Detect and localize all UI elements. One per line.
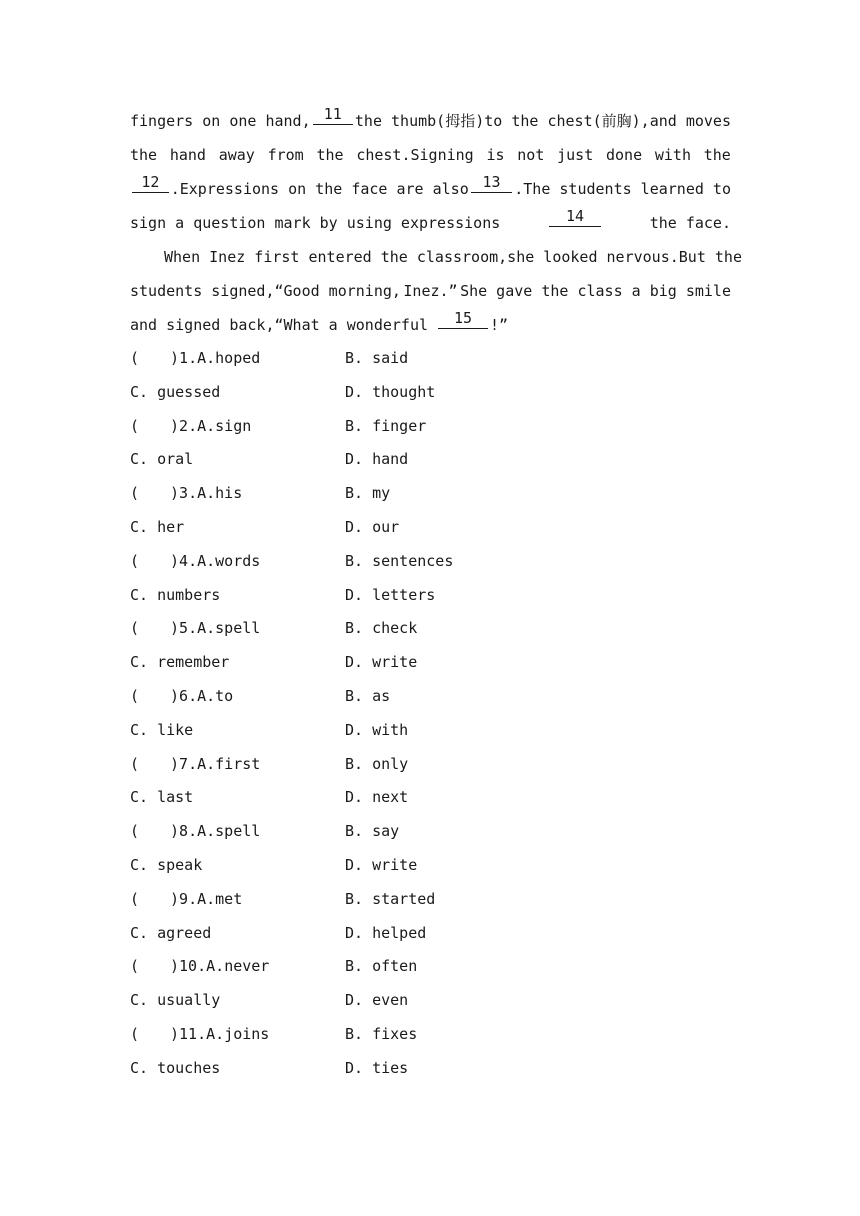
option-a[interactable]: to <box>215 686 234 705</box>
option-letter: B. <box>345 822 364 841</box>
option-letter: C. <box>130 788 149 807</box>
question-row <box>130 578 730 612</box>
text: and signed back,“What a wonderful <box>130 316 429 334</box>
option-d[interactable]: thought <box>372 382 436 401</box>
option-d-cell <box>345 916 426 950</box>
option-letter: A. <box>197 686 216 705</box>
option-c[interactable]: guessed <box>157 382 221 401</box>
blank-13: 13 <box>471 172 513 193</box>
question-stem: ( )8.A.spell <box>130 814 260 848</box>
question-row <box>130 747 730 781</box>
option-d-cell <box>345 645 417 679</box>
paren-close: ) <box>170 1024 180 1043</box>
answer-blank[interactable]: ( <box>130 957 140 976</box>
option-d-cell <box>345 848 417 882</box>
option-letter: A. <box>197 619 216 638</box>
text: .The students learned to <box>514 180 731 198</box>
question-row <box>130 882 730 916</box>
option-a[interactable]: spell <box>215 619 261 638</box>
option-letter: C. <box>130 1058 149 1077</box>
option-a[interactable]: never <box>224 957 270 976</box>
question-row <box>130 611 730 645</box>
option-letter: B. <box>345 686 364 705</box>
answer-blank[interactable]: ( <box>130 889 140 908</box>
blank-12: 12 <box>132 172 169 193</box>
option-letter: D. <box>345 585 364 604</box>
question-number: 11 <box>179 1024 198 1043</box>
word: the <box>130 146 158 164</box>
option-c-cell <box>130 510 184 544</box>
option-a[interactable]: met <box>215 889 243 908</box>
option-b-cell <box>345 409 426 443</box>
option-c[interactable]: numbers <box>157 585 221 604</box>
option-c-cell <box>130 375 220 409</box>
option-d-cell <box>345 713 408 747</box>
question-stem: ( )3.A.his <box>130 476 242 510</box>
answer-blank[interactable]: ( <box>130 686 140 705</box>
question-row <box>130 1051 730 1085</box>
option-letter: A. <box>197 349 216 367</box>
blank-11: 11 <box>313 104 353 125</box>
question-row <box>130 544 730 578</box>
option-letter: B. <box>345 551 364 570</box>
answer-blank[interactable]: ( <box>130 619 140 638</box>
question-stem: ( )4.A.words <box>130 544 260 578</box>
option-d-cell <box>345 1051 408 1085</box>
option-d[interactable]: hand <box>372 450 409 469</box>
option-d[interactable]: with <box>372 720 409 739</box>
option-letter: B. <box>345 1024 364 1043</box>
answer-blank[interactable]: ( <box>130 349 140 367</box>
question-row <box>130 1017 730 1051</box>
option-a[interactable]: words <box>215 551 261 570</box>
passage-line <box>130 240 742 274</box>
question-number: 10 <box>179 957 198 976</box>
option-b[interactable]: sentences <box>372 551 454 570</box>
word: from <box>267 146 304 164</box>
question-row <box>130 983 730 1017</box>
option-d[interactable]: write <box>372 855 418 874</box>
paren-close: ) <box>170 957 180 976</box>
option-b[interactable]: check <box>372 619 418 638</box>
question-row <box>130 916 730 950</box>
options-list <box>130 341 730 1085</box>
option-letter: C. <box>130 450 149 469</box>
paren-close: ) <box>170 416 180 435</box>
option-letter: D. <box>345 450 364 469</box>
option-d-cell <box>345 983 408 1017</box>
option-b-cell <box>345 341 408 375</box>
word: with <box>654 146 691 164</box>
option-b[interactable]: my <box>372 484 391 503</box>
paren-close: ) <box>170 349 180 367</box>
text: .Expressions on the face are also <box>170 180 469 198</box>
question-row <box>130 848 730 882</box>
word: away <box>218 146 255 164</box>
question-number: 4 <box>179 551 189 570</box>
option-letter: C. <box>130 517 149 536</box>
paren-close: ) <box>170 484 180 503</box>
option-letter: B. <box>345 416 364 435</box>
option-letter: A. <box>206 1024 225 1043</box>
option-c-cell <box>130 713 193 747</box>
option-letter: A. <box>206 957 225 976</box>
option-letter: C. <box>130 923 149 942</box>
option-letter: D. <box>345 991 364 1010</box>
paren-close: ) <box>170 551 180 570</box>
answer-blank[interactable]: ( <box>130 551 140 570</box>
paren-close: ) <box>170 822 180 841</box>
passage-line <box>130 274 731 308</box>
question-stem: ( )7.A.first <box>130 747 260 781</box>
question-stem: ( )6.A.to <box>130 679 233 713</box>
question-row <box>130 780 730 814</box>
option-b-cell <box>345 611 417 645</box>
word: the <box>316 146 344 164</box>
paren-close: ) <box>170 686 180 705</box>
option-d[interactable]: letters <box>372 585 436 604</box>
option-c[interactable]: usually <box>157 991 221 1010</box>
option-letter: B. <box>345 754 364 773</box>
option-letter: C. <box>130 720 149 739</box>
question-row <box>130 341 730 375</box>
text: !” <box>490 316 509 334</box>
option-c[interactable]: oral <box>157 450 194 469</box>
option-c[interactable]: last <box>157 788 194 807</box>
option-d[interactable]: write <box>372 653 418 672</box>
option-a[interactable]: sign <box>215 416 252 435</box>
option-a[interactable]: hoped <box>215 349 261 367</box>
option-letter: D. <box>345 720 364 739</box>
option-c[interactable]: her <box>157 517 185 536</box>
word: not <box>517 146 545 164</box>
question-row <box>130 679 730 713</box>
option-d-cell <box>345 510 399 544</box>
text: Inez.” <box>403 282 458 300</box>
option-letter: D. <box>345 788 364 807</box>
option-b-cell <box>345 544 453 578</box>
option-b[interactable]: as <box>372 686 391 705</box>
option-letter: D. <box>345 855 364 874</box>
option-letter: D. <box>345 382 364 401</box>
passage <box>130 104 742 342</box>
word: chest.Signing <box>356 146 474 164</box>
option-letter: B. <box>345 484 364 503</box>
text: she looked nervous.But the <box>507 248 742 266</box>
question-row <box>130 510 730 544</box>
option-letter: A. <box>197 754 216 773</box>
option-letter: C. <box>130 585 149 604</box>
text: She gave the class a big smile <box>460 282 731 300</box>
question-stem: ( )2.A.sign <box>130 409 251 443</box>
option-letter: A. <box>197 889 216 908</box>
option-b[interactable]: only <box>372 754 409 773</box>
option-c-cell <box>130 645 229 679</box>
option-d-cell <box>345 578 435 612</box>
answer-blank[interactable]: ( <box>130 1024 140 1043</box>
option-letter: D. <box>345 517 364 536</box>
option-letter: D. <box>345 653 364 672</box>
option-a[interactable]: joins <box>224 1024 270 1043</box>
option-b-cell <box>345 882 435 916</box>
option-letter: A. <box>197 416 216 435</box>
text: and moves <box>649 112 731 130</box>
option-c-cell <box>130 1051 220 1085</box>
question-row <box>130 645 730 679</box>
answer-blank[interactable]: ( <box>130 754 140 773</box>
option-letter: B. <box>345 619 364 638</box>
blank-15: 15 <box>438 308 488 329</box>
question-number: 3 <box>179 484 189 503</box>
option-d[interactable]: helped <box>372 923 427 942</box>
paren-close: ) <box>170 889 180 908</box>
option-c-cell <box>130 442 193 476</box>
text: sign a question mark by using expressions <box>130 214 501 232</box>
option-a[interactable]: his <box>215 484 243 503</box>
option-b[interactable]: fixes <box>372 1024 418 1043</box>
option-c[interactable]: remember <box>157 653 230 672</box>
text: fingers on one hand, <box>130 112 311 130</box>
option-c[interactable]: touches <box>157 1058 221 1077</box>
option-d[interactable]: ties <box>372 1058 409 1077</box>
option-letter: B. <box>345 957 364 976</box>
option-d-cell <box>345 780 408 814</box>
option-b-cell <box>345 1017 417 1051</box>
option-letter: A. <box>197 484 216 503</box>
question-number: 6 <box>179 686 189 705</box>
option-d-cell <box>345 375 435 409</box>
option-letter: A. <box>197 822 216 841</box>
option-b-cell <box>345 949 417 983</box>
option-letter: B. <box>345 889 364 908</box>
question-row <box>130 713 730 747</box>
passage-line <box>130 138 731 172</box>
word: hand <box>169 146 206 164</box>
question-row <box>130 949 730 983</box>
option-c-cell <box>130 780 193 814</box>
question-row <box>130 814 730 848</box>
option-letter: A. <box>197 551 216 570</box>
question-stem: ( )1.A.hoped <box>130 341 260 375</box>
passage-line <box>130 104 731 138</box>
option-letter: B. <box>345 349 364 367</box>
answer-blank[interactable]: ( <box>130 484 140 503</box>
option-c[interactable]: like <box>157 720 194 739</box>
option-a[interactable]: spell <box>215 822 261 841</box>
question-number: 5 <box>179 619 189 638</box>
option-c-cell <box>130 916 211 950</box>
question-row <box>130 375 730 409</box>
passage-line <box>130 206 731 240</box>
option-letter: D. <box>345 923 364 942</box>
option-d[interactable]: our <box>372 517 400 536</box>
option-letter: C. <box>130 991 149 1010</box>
question-number: 2 <box>179 416 189 435</box>
question-stem: ( )9.A.met <box>130 882 242 916</box>
question-number: 9 <box>179 889 189 908</box>
text: When Inez first entered the classroom, <box>164 248 508 266</box>
option-letter: C. <box>130 855 149 874</box>
question-row <box>130 409 730 443</box>
option-c-cell <box>130 848 202 882</box>
option-b-cell <box>345 747 408 781</box>
text: the thumb(拇指)to the chest(前胸), <box>354 112 650 130</box>
option-d-cell <box>345 442 408 476</box>
option-b[interactable]: often <box>372 957 418 976</box>
passage-line <box>130 172 731 206</box>
word: done <box>606 146 643 164</box>
passage-line <box>130 308 731 342</box>
option-b[interactable]: started <box>372 889 436 908</box>
option-b[interactable]: finger <box>372 416 427 435</box>
option-letter: C. <box>130 382 149 401</box>
question-stem: ( )11.A.joins <box>130 1017 269 1051</box>
option-letter: C. <box>130 653 149 672</box>
option-b-cell <box>345 476 390 510</box>
option-c-cell <box>130 983 220 1017</box>
option-letter: D. <box>345 1058 364 1077</box>
option-d[interactable]: next <box>372 788 409 807</box>
option-b[interactable]: say <box>372 822 400 841</box>
question-row <box>130 476 730 510</box>
option-b[interactable]: said <box>372 349 409 367</box>
option-c[interactable]: speak <box>157 855 203 874</box>
blank-14: 14 <box>549 206 601 227</box>
word: just <box>557 146 594 164</box>
option-d[interactable]: even <box>372 991 409 1010</box>
answer-blank[interactable]: ( <box>130 822 140 841</box>
question-row <box>130 442 730 476</box>
option-b-cell <box>345 679 390 713</box>
question-stem: ( )10.A.never <box>130 949 269 983</box>
option-b-cell <box>345 814 399 848</box>
answer-blank[interactable]: ( <box>130 416 140 435</box>
option-a[interactable]: first <box>215 754 261 773</box>
text: the face. <box>649 214 731 232</box>
option-c-cell <box>130 578 220 612</box>
question-stem: ( )5.A.spell <box>130 611 260 645</box>
text: students signed,“Good morning, <box>130 282 401 300</box>
paren-close: ) <box>170 619 180 638</box>
question-number: 8 <box>179 822 189 841</box>
word: is <box>486 146 505 164</box>
question-number: 1 <box>179 349 189 367</box>
word: the <box>703 146 731 164</box>
paren-close: ) <box>170 754 180 773</box>
option-c[interactable]: agreed <box>157 923 212 942</box>
question-number: 7 <box>179 754 189 773</box>
